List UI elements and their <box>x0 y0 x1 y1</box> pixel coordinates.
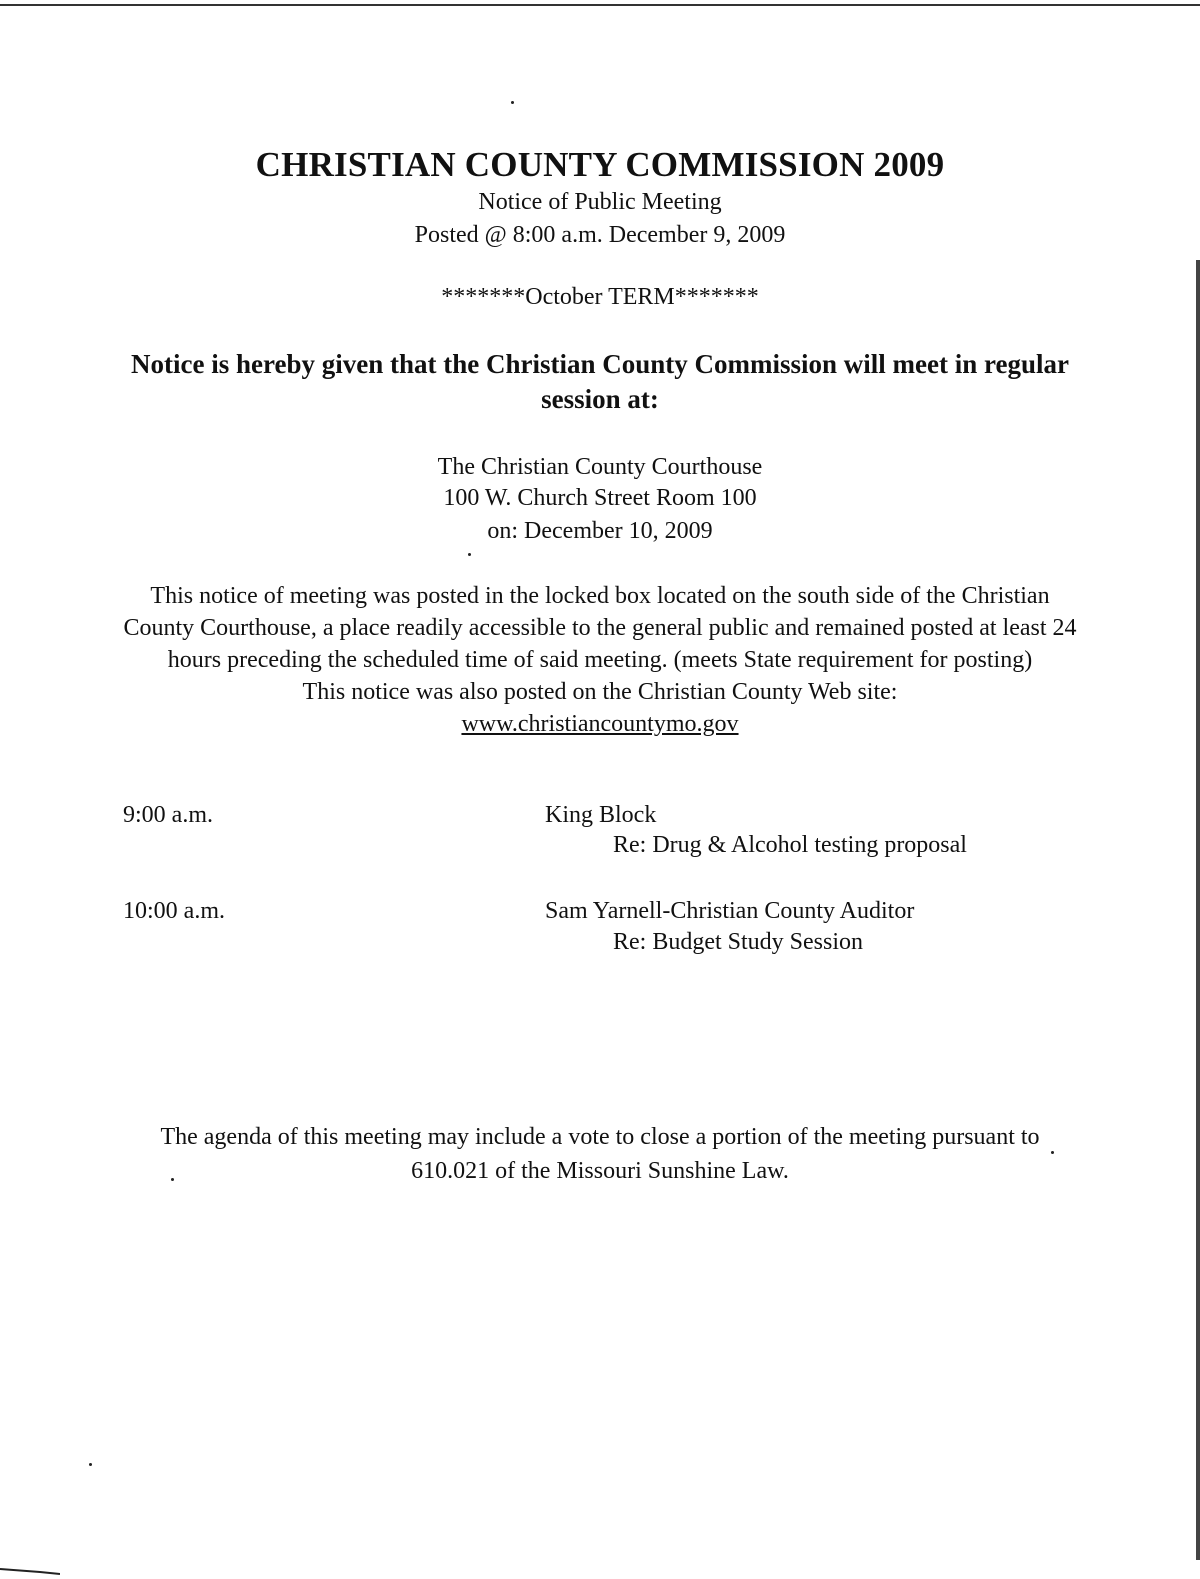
paragraph-line: This notice of meeting was posted in the locked box located on the south side of the Christian <box>150 583 1050 609</box>
page-title: CHRISTIAN COUNTY COMMISSION 2009 <box>255 145 945 184</box>
scan-corner-mark <box>0 1567 60 1575</box>
notice-line: session at: <box>541 384 659 414</box>
agenda-time: 9:00 a.m. <box>123 802 213 828</box>
scan-speck <box>511 101 514 104</box>
agenda-item-name: Sam Yarnell-Christian County Auditor <box>545 898 915 924</box>
scan-speck <box>468 553 471 556</box>
agenda-item-name: King Block <box>545 802 657 828</box>
agenda-item-subject: Re: Budget Study Session <box>613 929 864 955</box>
website-line <box>20 708 1180 740</box>
website-link[interactable]: www.christiancountymo.gov <box>461 711 739 737</box>
paragraph-line: hours preceding the scheduled time of said meeting. (meets State requirement for posting) <box>167 647 1033 673</box>
paragraph-line: This notice was also posted on the Christian County Web site: <box>302 679 898 705</box>
page-subtitle: Notice of Public Meeting <box>478 189 722 215</box>
notice-line: Notice is hereby given that the Christian County Commission will meet in regular <box>131 349 1069 379</box>
paragraph-line: County Courthouse, a place readily accessible to the general public and remained posted at least 24 <box>123 615 1077 641</box>
footer-line: 610.021 of the Missouri Sunshine Law. <box>411 1158 789 1184</box>
footer-line: The agenda of this meeting may include a vote to close a portion of the meeting pursuant to <box>160 1124 1040 1150</box>
scan-edge-top <box>0 4 1200 6</box>
location-street: 100 W. Church Street Room 100 <box>443 485 757 511</box>
sunshine-law-notice <box>20 1120 1180 1188</box>
agenda-time: 10:00 a.m. <box>123 898 225 924</box>
location-name: The Christian County Courthouse <box>437 454 763 480</box>
posting-paragraph <box>20 580 1180 740</box>
scan-speck <box>89 1463 92 1466</box>
meeting-date: on: December 10, 2009 <box>487 518 713 544</box>
notice-statement <box>30 347 1170 417</box>
posted-time: Posted @ 8:00 a.m. December 9, 2009 <box>414 222 786 248</box>
term-heading: *******October TERM******* <box>441 284 759 310</box>
agenda-item-subject: Re: Drug & Alcohol testing proposal <box>613 832 967 858</box>
